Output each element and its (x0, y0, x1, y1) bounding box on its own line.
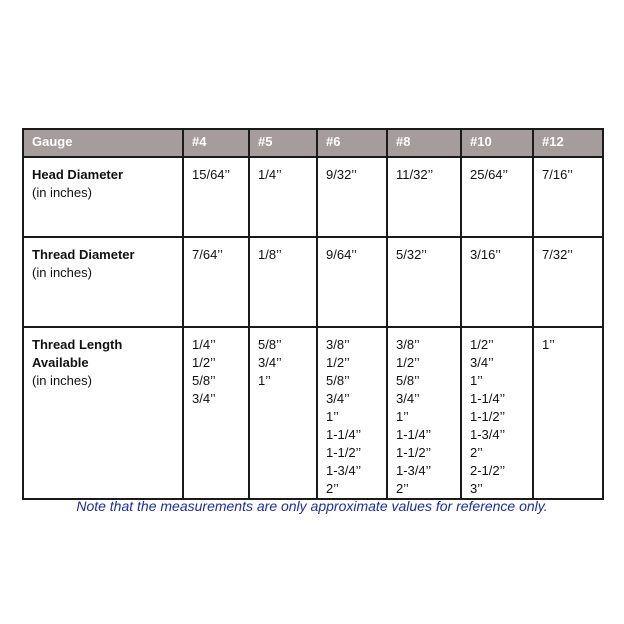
header-gauge-5: #5 (249, 129, 317, 157)
header-gauge-4: #4 (183, 129, 249, 157)
cell-value: 1-3/4’’ (396, 463, 432, 478)
cell-value: 25/64’’ (470, 167, 509, 182)
cell-value: 3/8’’ (396, 337, 420, 352)
disclaimer-note: Note that the measurements are only approximate values for reference only. (76, 498, 548, 514)
cell-value: 3/4’’ (258, 355, 282, 370)
cell-value: 1’’ (258, 373, 271, 388)
cell-value: 1-1/4’’ (396, 427, 432, 442)
header-gauge-12: #12 (533, 129, 603, 157)
table-cell (461, 157, 533, 237)
row-label-thread-length (23, 327, 183, 499)
table-cell (183, 157, 249, 237)
row-label-head-diameter (23, 157, 183, 237)
cell-value: 1-1/2’’ (470, 409, 506, 424)
row-unit: (in inches) (32, 373, 92, 388)
cell-value: 1’’ (542, 337, 555, 352)
cell-value: 5/8’’ (192, 373, 216, 388)
cell-value: 1-1/4’’ (470, 391, 506, 406)
header-row (23, 129, 603, 157)
table-cell (461, 327, 533, 499)
cell-value: 1’’ (396, 409, 409, 424)
cell-value: 1-1/2’’ (326, 445, 362, 460)
table-cell (317, 157, 387, 237)
cell-value: 2’’ (326, 481, 339, 496)
row-title: Thread Length Available (32, 337, 123, 370)
table-cell (461, 237, 533, 327)
cell-value: 1/4’’ (258, 167, 282, 182)
table-cell (317, 237, 387, 327)
table-cell (249, 157, 317, 237)
row-label-thread-diameter (23, 237, 183, 327)
cell-value: 11/32’’ (396, 167, 434, 182)
cell-value: 15/64’’ (192, 167, 231, 182)
table-cell (183, 327, 249, 499)
cell-value: 3/4’’ (192, 391, 216, 406)
table-row-thread-diameter (23, 237, 603, 327)
cell-value: 1’’ (326, 409, 339, 424)
table-cell (183, 237, 249, 327)
table-cell (387, 157, 461, 237)
cell-value: 9/64’’ (326, 247, 357, 262)
cell-value: 1-1/2’’ (396, 445, 432, 460)
cell-value: 1/2’’ (396, 355, 420, 370)
cell-value: 7/16’’ (542, 167, 573, 182)
cell-value: 3/4’’ (326, 391, 350, 406)
cell-value: 2’’ (396, 481, 409, 496)
table-cell (249, 327, 317, 499)
cell-value: 9/32’’ (326, 167, 357, 182)
cell-value: 7/32’’ (542, 247, 573, 262)
cell-value: 2’’ (470, 445, 483, 460)
table-cell (249, 237, 317, 327)
cell-value: 1/8’’ (258, 247, 282, 262)
cell-value: 7/64’’ (192, 247, 223, 262)
table-row-head-diameter (23, 157, 603, 237)
table-cell (387, 237, 461, 327)
cell-value: 1/4’’ (192, 337, 216, 352)
cell-value: 1-3/4’’ (326, 463, 362, 478)
cell-value: 5/32’’ (396, 247, 427, 262)
row-title: Thread Diameter (32, 247, 135, 262)
table-cell (317, 327, 387, 499)
table-cell (533, 327, 603, 499)
screw-gauge-table-container (22, 128, 602, 500)
cell-value: 1’’ (470, 373, 483, 388)
cell-value: 3/4’’ (396, 391, 420, 406)
table-cell (387, 327, 461, 499)
row-unit: (in inches) (32, 185, 92, 200)
header-gauge-6: #6 (317, 129, 387, 157)
cell-value: 5/8’’ (396, 373, 420, 388)
cell-value: 2-1/2’’ (470, 463, 506, 478)
cell-value: 3/16’’ (470, 247, 501, 262)
header-gauge-8: #8 (387, 129, 461, 157)
cell-value: 5/8’’ (326, 373, 350, 388)
header-gauge-label: Gauge (23, 129, 183, 157)
cell-value: 3/8’’ (326, 337, 350, 352)
cell-value: 5/8’’ (258, 337, 282, 352)
table-cell (533, 237, 603, 327)
table-cell (533, 157, 603, 237)
row-title: Head Diameter (32, 167, 124, 182)
cell-value: 1/2’’ (326, 355, 350, 370)
header-gauge-10: #10 (461, 129, 533, 157)
row-unit: (in inches) (32, 265, 92, 280)
cell-value: 1/2’’ (470, 337, 494, 352)
screw-gauge-table (22, 128, 604, 500)
cell-value: 1/2’’ (192, 355, 216, 370)
table-row-thread-length (23, 327, 603, 499)
cell-value: 3/4’’ (470, 355, 494, 370)
cell-value: 3’’ (470, 481, 483, 496)
cell-value: 1-1/4’’ (326, 427, 362, 442)
cell-value: 1-3/4’’ (470, 427, 506, 442)
